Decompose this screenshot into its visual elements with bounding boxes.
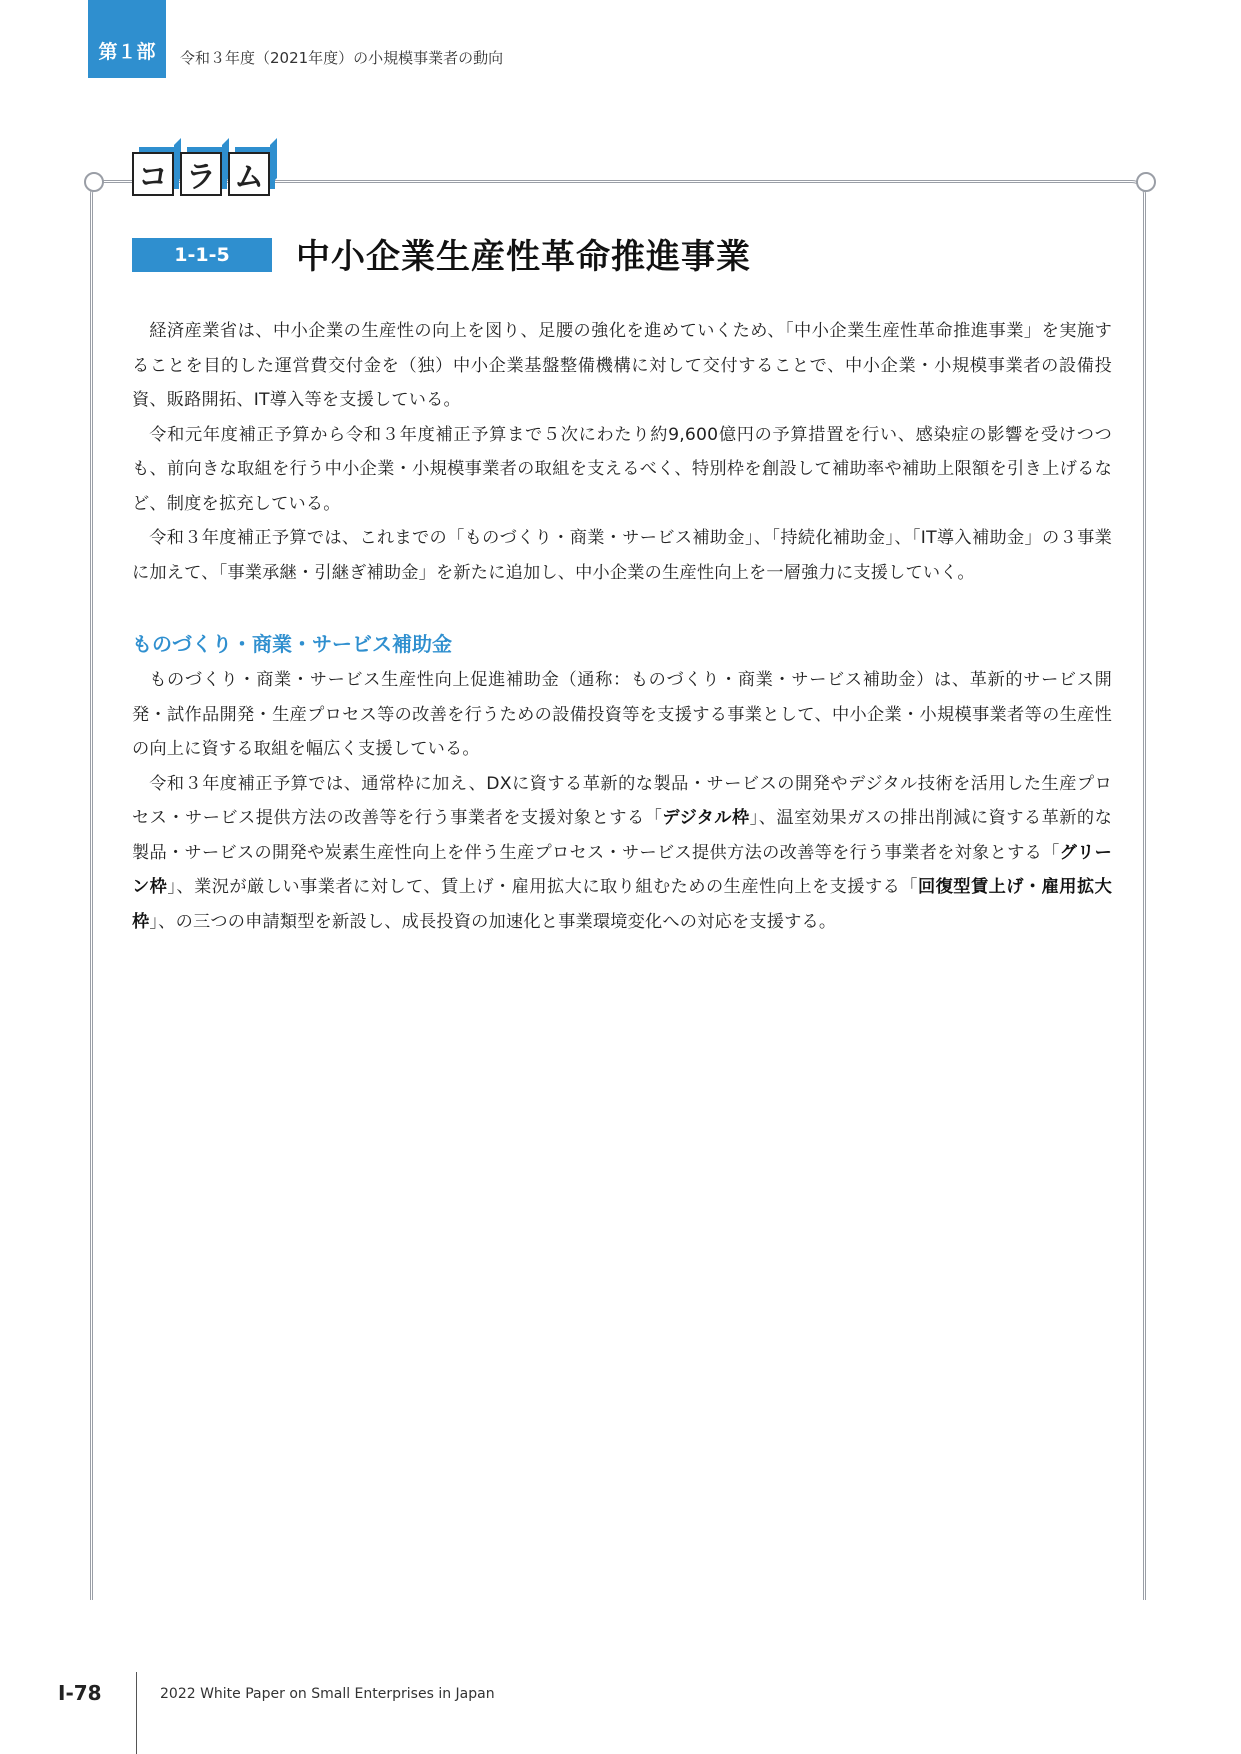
- section-paragraph-1: ものづくり・商業・サービス生産性向上促進補助金（通称：ものづくり・商業・サービス補助金）は、革新的サービス開発・試作品開発・生産プロセス等の改善を行うための設備投資等を支援する事業として、中小企業・小規模事業者等の生産性の向上に資する取組を幅広く支援している。: [132, 670, 1112, 759]
- frame-curl-left: [84, 172, 104, 192]
- emphasis-digital: デジタル枠: [662, 808, 750, 828]
- column-block-2: ラ: [180, 152, 222, 196]
- column-badge: [132, 152, 270, 196]
- emphasis-recovery: 回復型賃上げ・雇用拡大枠: [132, 877, 1112, 932]
- section-paragraph-2: [132, 767, 1112, 940]
- footer-divider: [136, 1672, 137, 1754]
- text-run: 」、業況が厳しい事業者に対して、賃上げ・雇用拡大に取り組むための生産性向上を支援する「: [167, 877, 918, 897]
- section-heading: ものづくり・商業・サービス補助金: [132, 632, 452, 656]
- running-header: 令和３年度（2021年度）の小規模事業者の動向: [180, 49, 504, 67]
- column-block-3: ム: [228, 152, 270, 196]
- part-label: 第１部: [98, 41, 156, 63]
- text-run: 」、温室効果ガスの排出削減に資する革新的な製品・サービスの開発や炭素生産性向上を伴う生産プロセス・サービス提供方法の改善等を行う事業者を対象とする「: [132, 808, 1112, 863]
- column-number: 1-1-5: [132, 238, 272, 272]
- part-tab: [88, 0, 166, 78]
- text-run: 」、の三つの申請類型を新設し、成長投資の加速化と事業環境変化への対応を支援する。: [149, 911, 837, 932]
- frame-curl-right: [1136, 172, 1156, 192]
- page-number: I-78: [58, 1681, 102, 1705]
- column-body: [132, 314, 1112, 939]
- emphasis-green: グリーン枠: [132, 842, 1113, 897]
- column-title: 中小企業生産性革命推進事業: [296, 237, 751, 277]
- intro-paragraph-3: 令和３年度補正予算では、これまでの「ものづくり・商業・サービス補助金」、「持続化補助金」、「IT導入補助金」の３事業に加えて、「事業承継・引継ぎ補助金」を新たに追加し、中小企業の生産性向上を一層強力に支援していく。: [132, 528, 1112, 583]
- publication-title: 2022 White Paper on Small Enterprises in Japan: [160, 1686, 495, 1702]
- column-block-1: コ: [132, 152, 174, 196]
- intro-paragraph-2: 令和元年度補正予算から令和３年度補正予算まで５次にわたり約9,600億円の予算措置を行い、感染症の影響を受けつつも、前向きな取組を行う中小企業・小規模事業者の取組を支えるべく、特別枠を創設して補助率や補助上限額を引き上げるなど、制度を拡充している。: [132, 424, 1112, 514]
- intro-paragraph-1: 経済産業省は、中小企業の生産性の向上を図り、足腰の強化を進めていくため、「中小企業生産性革命推進事業」を実施することを目的した運営費交付金を（独）中小企業基盤整備機構に対して交付することで、中小企業・小規模事業者の設備投資、販路開拓、IT導入等を支援している。: [132, 321, 1112, 410]
- text-run: 令和３年度補正予算では、通常枠に加え、DXに資する革新的な製品・サービスの開発やデジタル技術を活用した生産プロセス・サービス提供方法の改善等を行う事業者を支援対象とする「: [132, 773, 1112, 828]
